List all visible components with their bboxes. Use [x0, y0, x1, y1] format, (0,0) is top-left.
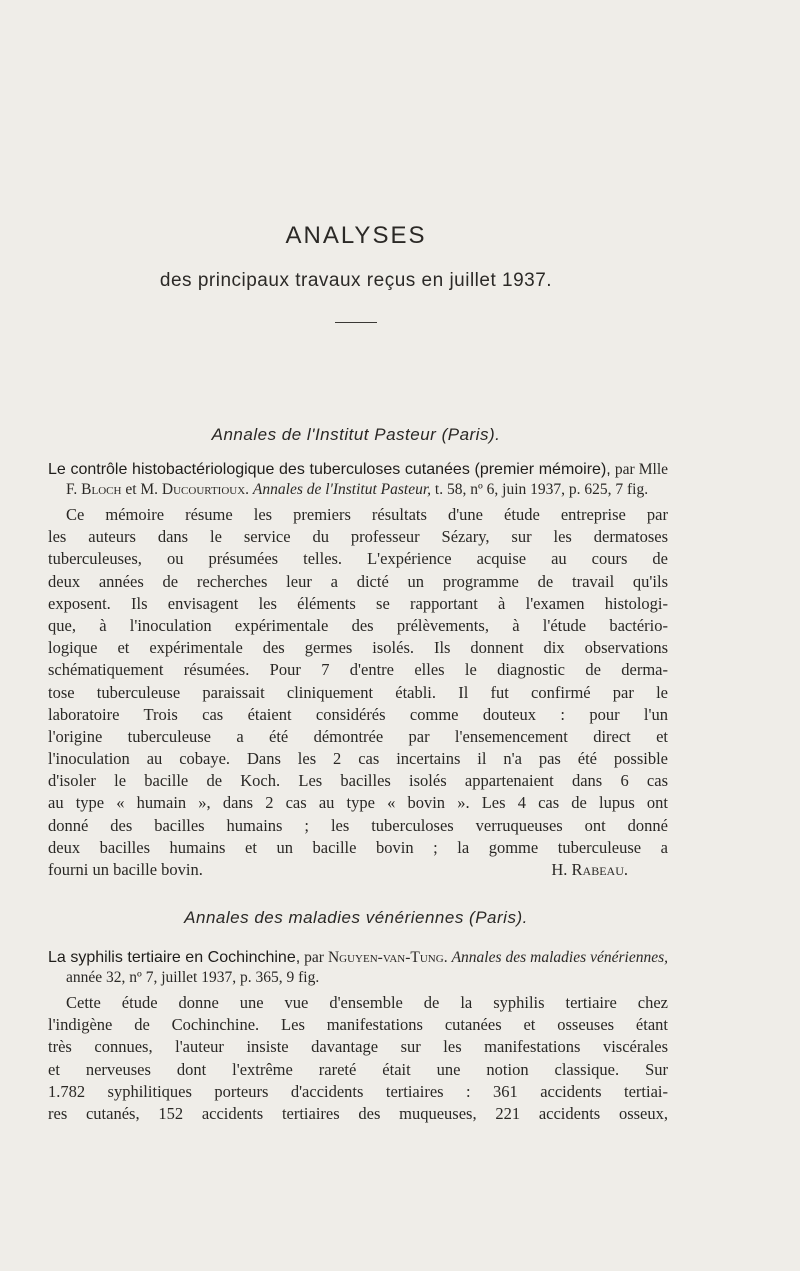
- section-heading-institut-pasteur: Annales de l'Institut Pasteur (Paris).: [211, 425, 501, 444]
- body-line: exposent. Ils envisagent les éléments se rapportant à l'examen histologi-: [48, 593, 668, 613]
- authors-prefix: par Mlle F.: [66, 461, 669, 498]
- body-line: deux années de recherches leur a dicté un programme de travail qu'ils: [48, 571, 668, 591]
- body-line: donné des bacilles humains ; les tuberculoses verruqueuses ont donné: [48, 815, 668, 835]
- author-name: Nguyen-van-Tung.: [327, 949, 448, 966]
- body-line: tuberculeuses, ou présumées telles. L'expérience acquise au cours de: [48, 549, 668, 569]
- body-line: les auteurs dans le service du professeur Sézary, sur les dermatoses: [48, 527, 668, 547]
- author-name: Bloch: [81, 481, 122, 498]
- body-line: l'origine tuberculeuse a été démontrée par l'ensemencement direct et: [48, 726, 668, 746]
- signature-initial: H.: [551, 860, 568, 880]
- journal-name: Annales de l'Institut Pasteur,: [252, 481, 432, 498]
- title-divider: [335, 322, 377, 323]
- author-name: Ducourtioux.: [161, 481, 250, 498]
- journal-name: Annales des maladies vénériennes,: [451, 949, 669, 966]
- body-line: très connues, l'auteur insiste davantage sur les manifestations viscérales: [48, 1037, 668, 1057]
- body-line: schématiquement résumées. Pour 7 d'entre elles le diagnostic de derma-: [48, 660, 668, 680]
- body-line: 1.782 syphilitiques porteurs d'accidents tertiaires : 361 accidents tertiai-: [48, 1081, 668, 1101]
- signature-name: Rabeau.: [571, 860, 628, 880]
- body-line: Cette étude donne une vue d'ensemble de la syphilis tertiaire chez: [66, 993, 668, 1012]
- citation: année 32, nº 7, juillet 1937, p. 365, 9 fig.: [66, 969, 320, 986]
- article-header: [48, 460, 668, 500]
- section-heading-maladies-veneriennes: Annales des maladies vénériennes (Paris).: [184, 908, 528, 927]
- body-line: tose tuberculeuse paraissait cliniquement établi. Il fut confirmé par le: [48, 682, 668, 702]
- article-title: Le contrôle histobactériologique des tuberculoses cutanées (premier mémoire),: [48, 461, 611, 478]
- article-body: [48, 992, 668, 1125]
- body-line: deux bacilles humains et un bacille bovin ; la gomme tuberculeuse a: [48, 837, 668, 857]
- body-line: l'inoculation au cobaye. Dans les 2 cas incertains il n'a pas été possible: [48, 749, 668, 769]
- article-header: [48, 948, 668, 988]
- body-line: Ce mémoire résume les premiers résultats d'une étude entreprise par: [66, 505, 668, 524]
- body-line: logique et expérimentale des germes isolés. Ils donnent dix observations: [48, 638, 668, 658]
- citation: t. 58, nº 6, juin 1937, p. 625, 7 fig.: [434, 481, 649, 498]
- page-subtitle: des principaux travaux reçus en juillet 1937.: [159, 270, 553, 291]
- body-line: laboratoire Trois cas étaient considérés comme douteux : pour l'un: [48, 704, 668, 724]
- article-syphilis-tertiaire: [48, 948, 668, 1125]
- authors-prefix: par: [304, 949, 324, 966]
- body-line: d'isoler le bacille de Koch. Les bacilles isolés appartenaient dans 6 cas: [48, 771, 668, 791]
- body-line: res cutanés, 152 accidents tertiaires des muqueuses, 221 accidents osseux,: [48, 1103, 668, 1123]
- body-line: et nerveuses dont l'extrême rareté était une notion classique. Sur: [48, 1059, 668, 1079]
- article-title: La syphilis tertiaire en Cochinchine,: [48, 949, 301, 966]
- body-line: l'indigène de Cochinchine. Les manifestations cutanées et osseuses étant: [48, 1015, 668, 1035]
- article-tuberculoses-cutanees: [48, 460, 668, 881]
- body-line: fourni un bacille bovin.: [48, 860, 203, 879]
- authors-connector: et M.: [125, 481, 159, 498]
- page-title: ANALYSES: [285, 222, 427, 249]
- body-line: au type « humain », dans 2 cas au type « bovin ». Les 4 cas de lupus ont: [48, 793, 668, 813]
- body-line: que, à l'inoculation expérimentale des prélèvements, à l'étude bactério-: [48, 615, 668, 635]
- article-body: [48, 504, 668, 881]
